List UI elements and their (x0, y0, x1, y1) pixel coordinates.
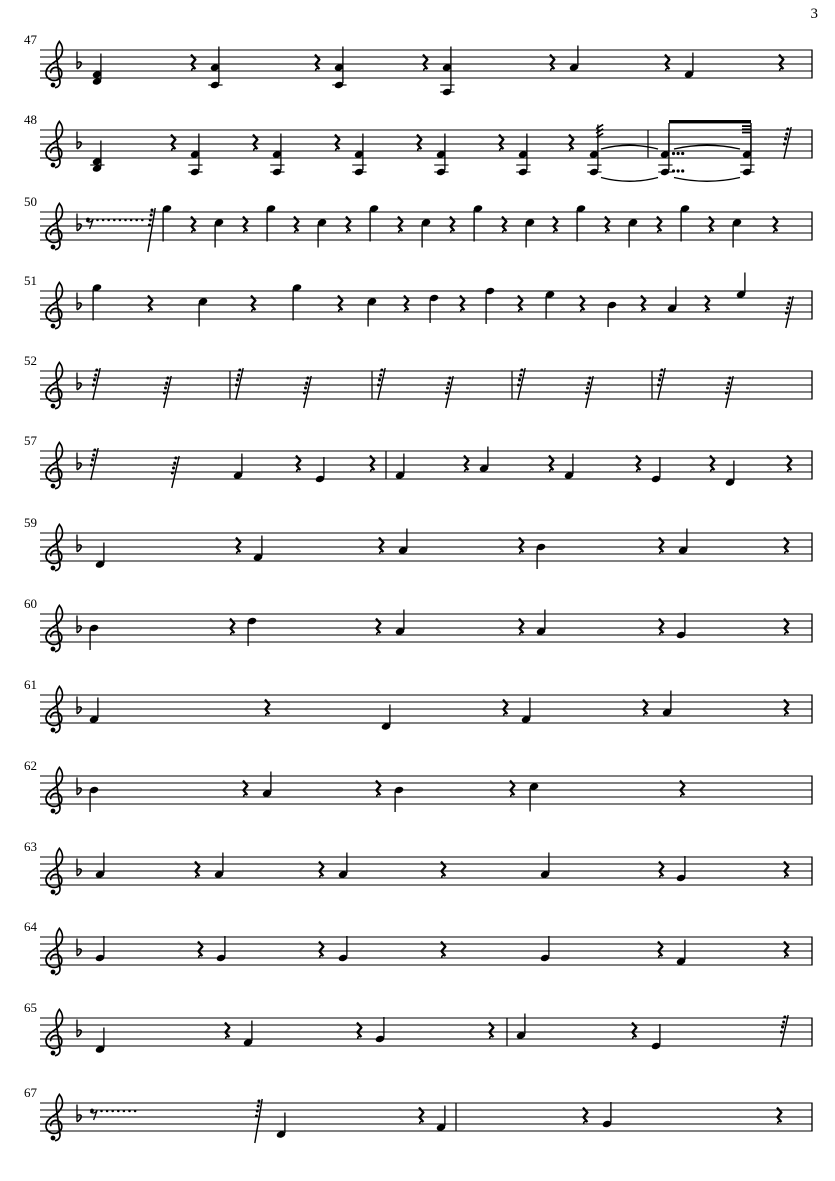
chord (352, 134, 366, 177)
quarter-note (576, 204, 586, 241)
flat-sign-icon (77, 52, 81, 69)
flat-sign-icon (77, 1020, 81, 1037)
quarter-note (725, 461, 735, 487)
augmentation-dot (677, 169, 680, 172)
rest-flag-dot (255, 1115, 258, 1118)
augmentation-dot (102, 219, 105, 222)
rest-flag-dot (446, 387, 449, 390)
quarter-note (292, 283, 302, 320)
augmentation-dot (96, 219, 99, 222)
multi-flag-rest (235, 368, 243, 400)
system-m59 (24, 515, 812, 571)
quarter-note (315, 457, 325, 483)
rest-flag-dot (378, 379, 381, 382)
measure-number: 67 (24, 1085, 37, 1100)
rest-flag-dot (92, 454, 95, 457)
rest-flag-dot (780, 1031, 783, 1034)
rest-flag-dot (518, 379, 521, 382)
tie-curve (674, 178, 740, 182)
system-m51 (24, 273, 812, 329)
chord (516, 134, 530, 177)
measure-number: 50 (24, 194, 37, 209)
measure-number: 48 (24, 112, 37, 127)
system-m63 (24, 839, 812, 895)
flat-sign-icon (77, 373, 81, 390)
rest-flag-dot (786, 128, 789, 131)
quarter-note (375, 1017, 385, 1043)
rest-flag-dot (448, 377, 451, 380)
system-m62 (24, 758, 812, 814)
rest-flag-dot (782, 1021, 785, 1024)
rest-flag-dot (303, 392, 306, 395)
quarter-note (676, 613, 686, 639)
augmentation-dot (135, 219, 138, 222)
chord (90, 141, 104, 173)
rest-flag-dot (148, 224, 151, 227)
rest-flag-dot (257, 1100, 260, 1103)
quarter-note (369, 204, 379, 241)
rest-flag-dot (520, 369, 523, 372)
quarter-note (95, 543, 105, 569)
quarter-note (89, 786, 99, 812)
augmentation-dot (107, 219, 110, 222)
system-m65 (24, 1000, 812, 1056)
rest-flag-dot (235, 384, 238, 387)
quarter-note (536, 543, 546, 569)
quarter-note (92, 283, 102, 320)
rest-flag-dot (173, 462, 176, 465)
rest-flag-dot (447, 382, 450, 385)
chord (740, 134, 754, 177)
flat-sign-icon (77, 132, 81, 149)
quarter-note (678, 529, 688, 555)
augmentation-dot (672, 152, 675, 155)
rest-flag-dot (781, 1026, 784, 1029)
quarter-note (95, 853, 105, 879)
chord (92, 54, 102, 86)
quarter-note (602, 1102, 612, 1128)
quarter-note (569, 46, 579, 72)
augmentation-dot (113, 219, 116, 222)
rest-flag-dot (787, 302, 790, 305)
rest-flag-dot (163, 392, 166, 395)
quarter-note (651, 457, 661, 483)
rest-flag-dot (164, 387, 167, 390)
measure-number: 59 (24, 515, 37, 530)
multi-flag-rest (255, 1099, 262, 1143)
multi-flag-rest (148, 208, 155, 252)
quarter-note (338, 936, 348, 962)
rest-flag-dot (784, 138, 787, 141)
flat-sign-icon (77, 453, 81, 470)
augmentation-dot (681, 169, 684, 172)
augmentation-dot (677, 152, 680, 155)
rest-flag-dot (377, 384, 380, 387)
rest-flag-dot (785, 133, 788, 136)
flat-sign-icon (77, 616, 81, 633)
augmentation-dot (130, 219, 133, 222)
rest-flag-dot (786, 307, 789, 310)
quarter-note (516, 1014, 526, 1040)
measure-number: 52 (24, 353, 37, 368)
flat-sign-icon (77, 778, 81, 795)
quarter-note (564, 454, 574, 480)
rest-flag-dot (94, 374, 97, 377)
quarter-note (276, 1113, 286, 1139)
quarter-note (262, 772, 272, 798)
measure-number: 61 (24, 677, 37, 692)
quarter-note (473, 204, 483, 241)
rest-flag-dot (660, 369, 663, 372)
dotted-eighth-rest (90, 1109, 136, 1120)
augmentation-dot (111, 1110, 114, 1113)
rest-flag-dot (587, 382, 590, 385)
rest-flag-dot (517, 384, 520, 387)
quarter-note (395, 610, 405, 636)
system-m57 (24, 433, 812, 489)
quarter-note (667, 287, 677, 313)
rest-flag-dot (726, 387, 729, 390)
rest-flag-dot (305, 382, 308, 385)
quarter-note (398, 529, 408, 555)
measure-number: 51 (24, 273, 37, 288)
chord (188, 134, 202, 177)
flat-sign-icon (77, 214, 81, 231)
measure-number: 63 (24, 839, 37, 854)
rest-flag-dot (92, 384, 95, 387)
rest-flag-dot (93, 449, 96, 452)
quarter-note (607, 301, 617, 327)
augmentation-dot (681, 152, 684, 155)
rest-flag-dot (783, 143, 786, 146)
quarter-note (436, 1106, 446, 1132)
quarter-note (676, 856, 686, 882)
quarter-note (266, 204, 276, 241)
system-m67 (24, 1085, 812, 1143)
augmentation-dot (100, 1110, 103, 1113)
quarter-note (233, 454, 243, 480)
quarter-note (676, 940, 686, 966)
rest-flag-dot (788, 297, 791, 300)
rest-flag-dot (728, 377, 731, 380)
quarter-note (521, 698, 531, 724)
beam-stub (742, 128, 751, 130)
measure-number: 62 (24, 758, 37, 773)
quarter-note (89, 698, 99, 724)
flat-sign-icon (77, 293, 81, 310)
augmentation-dot (141, 219, 144, 222)
system-m60 (24, 596, 812, 652)
quarter-note (662, 691, 672, 717)
rest-flag-dot (172, 467, 175, 470)
quarter-note (540, 936, 550, 962)
augmentation-dot (124, 219, 127, 222)
multi-flag-rest (657, 368, 665, 400)
rest-flag-dot (588, 377, 591, 380)
page-number: 3 (810, 6, 818, 22)
quarter-note (338, 853, 348, 879)
chord (332, 47, 346, 90)
quarter-note (394, 786, 404, 812)
chord (434, 134, 448, 177)
rest-flag-dot (783, 1016, 786, 1019)
quarter-note (651, 1024, 661, 1050)
rest-flag-dot (585, 392, 588, 395)
rest-flag-dot (149, 219, 152, 222)
augmentation-dot (119, 219, 122, 222)
multi-flag-rest (92, 368, 100, 400)
measure-number: 64 (24, 919, 37, 934)
quarter-note (216, 936, 226, 962)
flat-sign-icon (77, 1105, 81, 1122)
quarter-note (536, 610, 546, 636)
rest-flag-dot (380, 369, 383, 372)
flat-sign-icon (77, 697, 81, 714)
augmentation-dot (123, 1110, 126, 1113)
rest-flag-dot (445, 392, 448, 395)
quarter-note (162, 204, 172, 241)
flat-sign-icon (77, 535, 81, 552)
dotted-chord (658, 134, 684, 177)
rest-flag-dot (174, 457, 177, 460)
quarter-note (684, 53, 694, 79)
multi-flag-rest (783, 127, 791, 159)
chord (270, 134, 284, 177)
beam-stub (742, 125, 751, 127)
rest-flag-dot (236, 379, 239, 382)
quarter-note (540, 853, 550, 879)
augmentation-dot (106, 1110, 109, 1113)
rest-flag-dot (725, 392, 728, 395)
system-m48 (24, 112, 812, 181)
rest-flag-dot (727, 382, 730, 385)
quarter-note (95, 1028, 105, 1054)
quarter-note (214, 853, 224, 879)
measure-number: 60 (24, 596, 37, 611)
flat-sign-icon (77, 859, 81, 876)
rest-flag-dot (90, 464, 93, 467)
quarter-note (243, 1021, 253, 1047)
rest-flag-dot (95, 369, 98, 372)
quarter-note (253, 536, 263, 562)
augmentation-dot (128, 1110, 131, 1113)
rest-flag-dot (256, 1110, 259, 1113)
rest-flag-dot (306, 377, 309, 380)
rest-flag-dot (150, 209, 153, 212)
system-m47 (24, 32, 812, 96)
augmentation-dot (117, 1110, 120, 1113)
multi-flag-rest (517, 368, 525, 400)
rest-flag-dot (166, 377, 169, 380)
system-m50 (24, 194, 812, 252)
rest-flag-dot (379, 374, 382, 377)
rest-flag-dot (93, 379, 96, 382)
quarter-note (395, 454, 405, 480)
rest-flag-dot (171, 472, 174, 475)
multi-flag-rest (377, 368, 385, 400)
rest-flag-dot (304, 387, 307, 390)
multi-flag-rest (780, 1015, 788, 1047)
system-m52 (24, 353, 812, 409)
rest-flag-dot (150, 214, 153, 217)
quarter-note (479, 447, 489, 473)
measure-number: 57 (24, 433, 37, 448)
tremolo-chord (587, 125, 603, 177)
tie-curve (601, 178, 658, 182)
quarter-note (95, 936, 105, 962)
measure-number: 65 (24, 1000, 37, 1015)
quarter-note (89, 624, 99, 650)
augmentation-dot (672, 169, 675, 172)
rest-flag-dot (238, 369, 241, 372)
rest-flag-dot (785, 312, 788, 315)
rest-flag-dot (659, 374, 662, 377)
tie-curve (601, 145, 658, 149)
tie-curve (674, 145, 740, 149)
rest-flag-dot (257, 1105, 260, 1108)
flat-sign-icon (77, 939, 81, 956)
rest-flag-dot (586, 387, 589, 390)
rest-flag-dot (165, 382, 168, 385)
system-m64 (24, 919, 812, 975)
beam-stub (742, 132, 751, 134)
chord (208, 47, 222, 90)
rest-flag-dot (237, 374, 240, 377)
rest-flag-dot (519, 374, 522, 377)
quarter-note (381, 705, 391, 731)
augmentation-dot (134, 1110, 137, 1113)
rest-flag-dot (658, 379, 661, 382)
multi-flag-rest (90, 448, 98, 480)
quarter-note (680, 204, 690, 241)
quarter-note (736, 273, 746, 299)
rest-flag-dot (91, 459, 94, 462)
system-m61 (24, 677, 812, 733)
rest-flag-dot (657, 384, 660, 387)
measure-number: 47 (24, 32, 37, 47)
